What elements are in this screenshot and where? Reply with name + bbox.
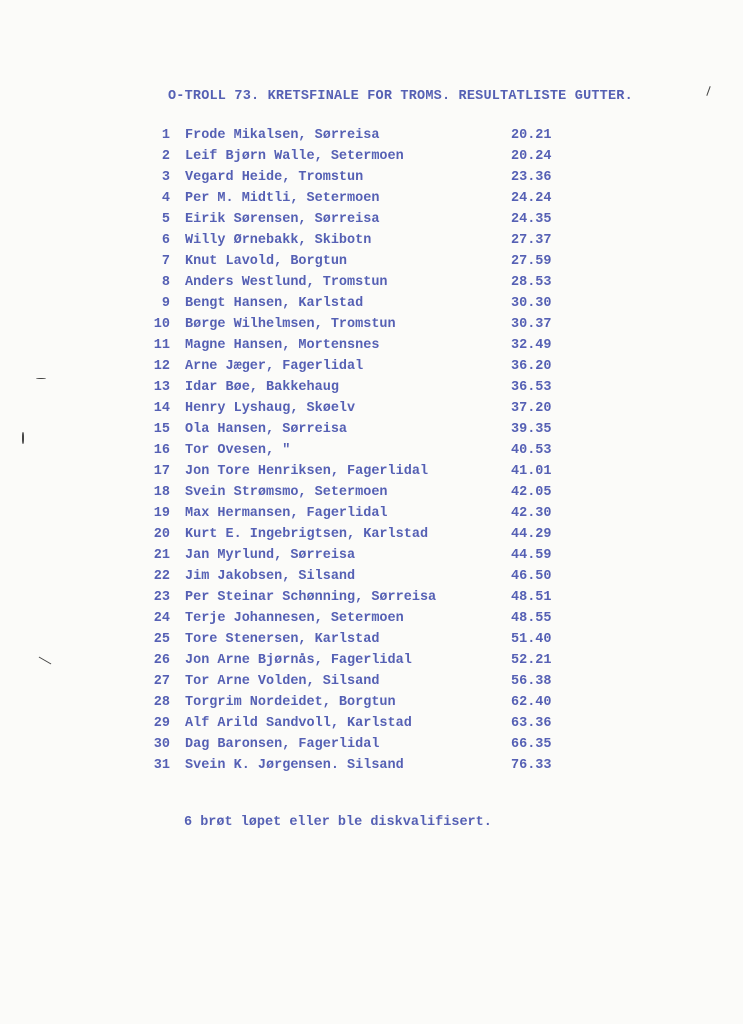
paper-mark — [36, 378, 46, 379]
result-row — [153, 692, 596, 713]
result-time: 20.21 — [511, 128, 552, 143]
result-time: 56.38 — [511, 674, 552, 689]
result-time: 62.40 — [511, 695, 552, 710]
result-row — [153, 629, 596, 650]
result-name: Idar Bøe, Bakkehaug — [185, 380, 339, 395]
result-row — [156, 188, 596, 209]
result-place: 17 — [153, 464, 170, 479]
result-place: 16 — [153, 443, 170, 458]
result-time: 28.53 — [511, 275, 552, 290]
result-name: Arne Jæger, Fagerlidal — [185, 359, 364, 374]
result-name: Tor Ovesen, " — [185, 443, 291, 458]
result-place: 15 — [153, 422, 170, 437]
result-row — [153, 734, 596, 755]
result-place: 18 — [153, 485, 170, 500]
result-row — [153, 650, 596, 671]
result-place: 26 — [153, 653, 170, 668]
result-name: Svein K. Jørgensen. Silsand — [185, 758, 404, 773]
result-row — [153, 524, 596, 545]
result-name: Leif Bjørn Walle, Setermoen — [185, 149, 404, 164]
result-row — [156, 125, 596, 146]
result-time: 23.36 — [511, 170, 552, 185]
result-name: Børge Wilhelmsen, Tromstun — [185, 317, 396, 332]
result-name: Per M. Midtli, Setermoen — [185, 191, 380, 206]
result-place: 12 — [153, 359, 170, 374]
result-place: 5 — [161, 212, 170, 227]
result-time: 36.20 — [511, 359, 552, 374]
result-row — [153, 713, 596, 734]
result-name: Knut Lavold, Borgtun — [185, 254, 348, 269]
result-name: Bengt Hansen, Karlstad — [185, 296, 364, 311]
result-place: 27 — [153, 674, 170, 689]
result-place: 24 — [153, 611, 170, 626]
result-place: 9 — [161, 296, 170, 311]
result-place: 2 — [161, 149, 170, 164]
result-place: 22 — [153, 569, 170, 584]
results-list — [153, 125, 596, 776]
result-name: Svein Strømsmo, Setermoen — [185, 485, 388, 500]
result-name: Willy Ørnebakk, Skibotn — [185, 233, 372, 248]
result-time: 44.29 — [511, 527, 552, 542]
result-time: 40.53 — [511, 443, 552, 458]
result-row — [153, 608, 596, 629]
result-name: Alf Arild Sandvoll, Karlstad — [185, 716, 412, 731]
result-name: Kurt E. Ingebrigtsen, Karlstad — [185, 527, 429, 542]
result-row — [153, 398, 596, 419]
result-time: 24.24 — [511, 191, 552, 206]
result-name: Torgrim Nordeidet, Borgtun — [185, 695, 396, 710]
result-time: 46.50 — [511, 569, 552, 584]
paper-mark — [39, 657, 52, 665]
result-name: Jan Myrlund, Sørreisa — [185, 548, 356, 563]
result-time: 51.40 — [511, 632, 552, 647]
result-time: 48.55 — [511, 611, 552, 626]
result-row — [153, 314, 596, 335]
paper-mark — [22, 432, 24, 444]
result-time: 30.37 — [511, 317, 552, 332]
result-name: Anders Westlund, Tromstun — [185, 275, 388, 290]
result-time: 32.49 — [511, 338, 552, 353]
result-name: Jon Arne Bjørnås, Fagerlidal — [185, 653, 412, 668]
result-place: 1 — [161, 128, 170, 143]
result-row — [153, 566, 596, 587]
result-row — [153, 755, 596, 776]
result-place: 20 — [153, 527, 170, 542]
result-time: 27.59 — [511, 254, 552, 269]
result-time: 39.35 — [511, 422, 552, 437]
result-row — [153, 503, 596, 524]
document-title: O-TROLL 73. KRETSFINALE FOR TROMS. RESULTATLISTE GUTTER. — [168, 89, 633, 104]
result-row — [156, 272, 596, 293]
result-row — [153, 377, 596, 398]
result-row — [153, 545, 596, 566]
result-time: 42.05 — [511, 485, 552, 500]
result-name: Dag Baronsen, Fagerlidal — [185, 737, 380, 752]
result-row — [156, 167, 596, 188]
result-name: Frode Mikalsen, Sørreisa — [185, 128, 380, 143]
result-place: 31 — [153, 758, 170, 773]
result-place: 25 — [153, 632, 170, 647]
result-time: 37.20 — [511, 401, 552, 416]
result-time: 76.33 — [511, 758, 552, 773]
result-row — [156, 209, 596, 230]
result-row — [153, 587, 596, 608]
result-row — [156, 293, 596, 314]
result-place: 11 — [153, 338, 170, 353]
result-row — [153, 335, 596, 356]
result-time: 44.59 — [511, 548, 552, 563]
result-row — [153, 482, 596, 503]
result-place: 19 — [153, 506, 170, 521]
result-time: 30.30 — [511, 296, 552, 311]
result-name: Ola Hansen, Sørreisa — [185, 422, 348, 437]
result-place: 21 — [153, 548, 170, 563]
result-row — [153, 419, 596, 440]
result-row — [153, 461, 596, 482]
result-place: 3 — [161, 170, 170, 185]
result-name: Vegard Heide, Tromstun — [185, 170, 364, 185]
result-name: Henry Lyshaug, Skøelv — [185, 401, 356, 416]
footnote: 6 brøt løpet eller ble diskvalifisert. — [184, 815, 492, 830]
result-row — [153, 440, 596, 461]
result-name: Jim Jakobsen, Silsand — [185, 569, 356, 584]
result-place: 8 — [161, 275, 170, 290]
result-time: 63.36 — [511, 716, 552, 731]
result-row — [153, 356, 596, 377]
result-time: 27.37 — [511, 233, 552, 248]
result-name: Eirik Sørensen, Sørreisa — [185, 212, 380, 227]
result-name: Jon Tore Henriksen, Fagerlidal — [185, 464, 429, 479]
result-time: 24.35 — [511, 212, 552, 227]
result-place: 23 — [153, 590, 170, 605]
result-time: 48.51 — [511, 590, 552, 605]
result-name: Tor Arne Volden, Silsand — [185, 674, 380, 689]
result-name: Magne Hansen, Mortensnes — [185, 338, 380, 353]
result-place: 28 — [153, 695, 170, 710]
result-place: 14 — [153, 401, 170, 416]
result-time: 52.21 — [511, 653, 552, 668]
result-row — [156, 146, 596, 167]
result-time: 66.35 — [511, 737, 552, 752]
result-place: 13 — [153, 380, 170, 395]
result-place: 30 — [153, 737, 170, 752]
result-place: 4 — [161, 191, 170, 206]
result-row — [153, 671, 596, 692]
paper-mark — [706, 86, 710, 96]
result-time: 20.24 — [511, 149, 552, 164]
result-name: Per Steinar Schønning, Sørreisa — [185, 590, 437, 605]
result-name: Tore Stenersen, Karlstad — [185, 632, 380, 647]
result-place: 10 — [153, 317, 170, 332]
result-time: 42.30 — [511, 506, 552, 521]
result-name: Max Hermansen, Fagerlidal — [185, 506, 388, 521]
result-place: 7 — [161, 254, 170, 269]
result-row — [156, 251, 596, 272]
result-time: 36.53 — [511, 380, 552, 395]
result-row — [156, 230, 596, 251]
result-place: 29 — [153, 716, 170, 731]
result-place: 6 — [161, 233, 170, 248]
result-name: Terje Johannesen, Setermoen — [185, 611, 404, 626]
result-time: 41.01 — [511, 464, 552, 479]
